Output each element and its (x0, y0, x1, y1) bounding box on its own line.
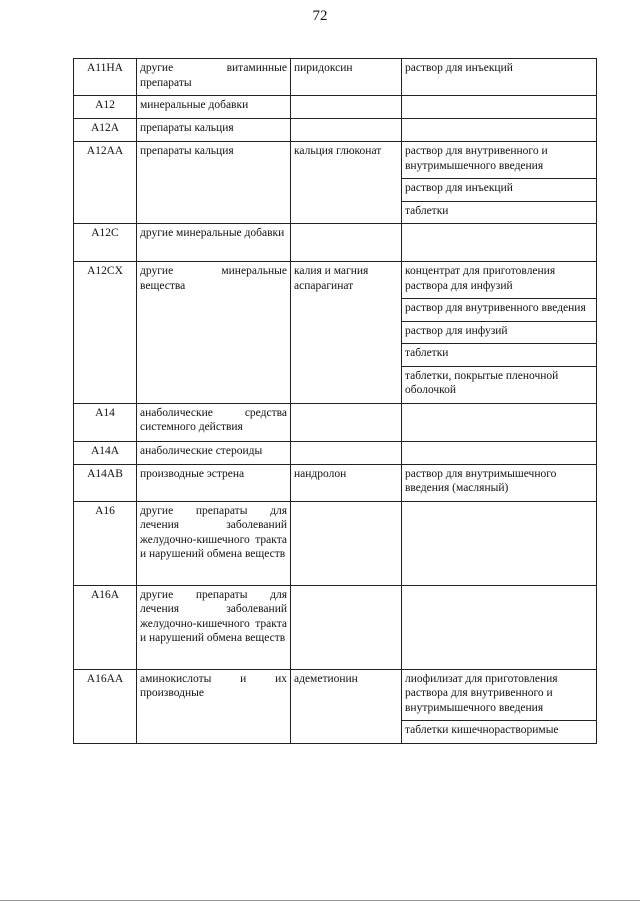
dosage-form-cell (402, 224, 597, 262)
table-row (74, 59, 597, 96)
dosage-form-cell: таблетки (402, 344, 597, 367)
dosage-form-cell: таблетки, покрытые пленочной оболочкой (402, 366, 597, 403)
table-row (74, 669, 597, 721)
code-cell: A12C (74, 224, 137, 262)
substance-cell (291, 119, 402, 142)
substance-cell: пиридоксин (291, 59, 402, 96)
table-row (74, 441, 597, 464)
table-row (74, 464, 597, 501)
code-cell: A12A (74, 119, 137, 142)
substance-cell (291, 585, 402, 669)
group-cell: другие препараты для лечения заболеваний желудочно-кишечного тракта и нарушений обмена веществ (137, 501, 291, 585)
code-cell: A12CX (74, 262, 137, 404)
dosage-form-cell: концентрат для приготовления раствора для инфузий (402, 262, 597, 299)
dosage-form-cell: раствор для инъекций (402, 59, 597, 96)
substance-cell: адеметионин (291, 669, 402, 743)
code-cell: A16A (74, 585, 137, 669)
group-cell: анаболические средства системного действия (137, 403, 291, 441)
dosage-form-cell: таблетки кишечнорастворимые (402, 721, 597, 744)
dosage-form-cell: лиофилизат для приготовления раствора для внутривенного и внутримышечного введения (402, 669, 597, 721)
code-cell: A14AB (74, 464, 137, 501)
table-row (74, 224, 597, 262)
code-cell: A14 (74, 403, 137, 441)
dosage-form-cell (402, 585, 597, 669)
dosage-form-cell: таблетки (402, 201, 597, 224)
dosage-form-cell: раствор для внутривенного и внутримышечного введения (402, 142, 597, 179)
code-cell: A12AA (74, 142, 137, 224)
substance-cell (291, 96, 402, 119)
group-cell: другие витаминные препараты (137, 59, 291, 96)
group-cell: другие минеральные вещества (137, 262, 291, 404)
code-cell: A16 (74, 501, 137, 585)
substance-cell (291, 441, 402, 464)
dosage-form-cell: раствор для инъекций (402, 179, 597, 202)
bottom-divider (0, 900, 640, 901)
group-cell: другие минеральные добавки (137, 224, 291, 262)
dosage-form-cell: раствор для инфузий (402, 321, 597, 344)
dosage-form-cell: раствор для внутривенного введения (402, 299, 597, 322)
group-cell: другие препараты для лечения заболеваний желудочно-кишечного тракта и нарушений обмена веществ (137, 585, 291, 669)
table-row (74, 119, 597, 142)
group-cell: производные эстрена (137, 464, 291, 501)
substance-cell: кальция глюконат (291, 142, 402, 224)
dosage-form-cell (402, 403, 597, 441)
code-cell: A12 (74, 96, 137, 119)
drug-table (73, 58, 597, 744)
group-cell: препараты кальция (137, 142, 291, 224)
code-cell: A16AA (74, 669, 137, 743)
substance-cell (291, 224, 402, 262)
dosage-form-cell (402, 119, 597, 142)
page-number: 72 (312, 8, 328, 24)
group-cell: препараты кальция (137, 119, 291, 142)
group-cell: анаболические стероиды (137, 441, 291, 464)
substance-cell: нандролон (291, 464, 402, 501)
code-cell: A14A (74, 441, 137, 464)
dosage-form-cell (402, 96, 597, 119)
code-cell: A11HA (74, 59, 137, 96)
dosage-form-cell (402, 441, 597, 464)
substance-cell: калия и магния аспарагинат (291, 262, 402, 404)
group-cell: аминокислоты и их производные (137, 669, 291, 743)
table-row (74, 403, 597, 441)
table-row (74, 142, 597, 179)
dosage-form-cell (402, 501, 597, 585)
substance-cell (291, 501, 402, 585)
table-body (74, 59, 597, 744)
substance-cell (291, 403, 402, 441)
table-row (74, 585, 597, 669)
group-cell: минеральные добавки (137, 96, 291, 119)
table-row (74, 501, 597, 585)
dosage-form-cell: раствор для внутримышечного введения (масляный) (402, 464, 597, 501)
table-row (74, 262, 597, 299)
table-row (74, 96, 597, 119)
